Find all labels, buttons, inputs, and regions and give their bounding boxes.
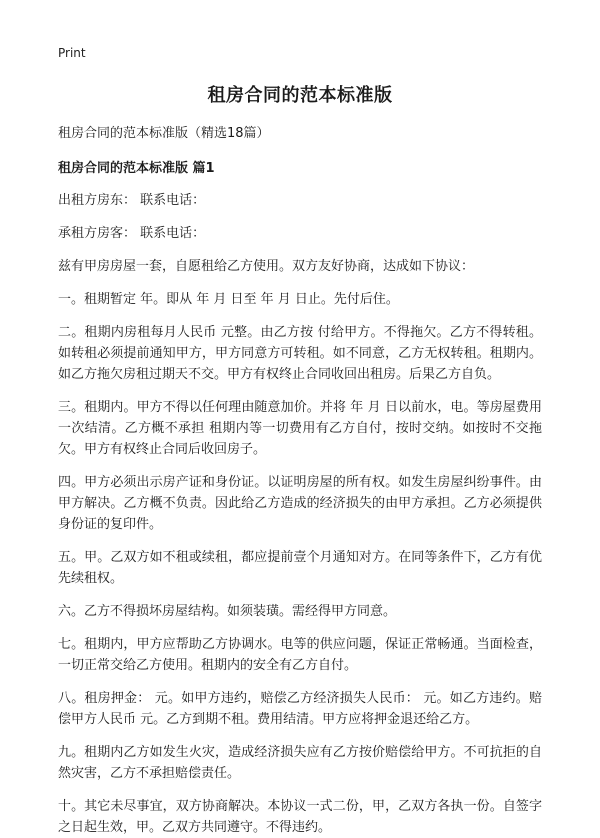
- paragraph-intro: 兹有甲房房屋一套，自愿租给乙方使用。双方友好协商，达成如下协议：: [58, 259, 475, 274]
- clause-4: 四。甲方必须出示房产证和身份证。以证明房屋的所有权。如发生房屋纠纷事件。由甲方解决。乙方概不负责。因此给乙方造成的经济损失的由甲方承担。乙方必须提供身份证的复印件。: [58, 475, 542, 532]
- clause-6: 六。乙方不得损坏房屋结构。如须装璜。需经得甲方同意。: [58, 604, 397, 619]
- clause-3: 三。租期内。甲方不得以任何理由随意加价。并将 年 月 日以前水，电。等房屋费用一次结清。乙方概不承担 租期内等一切费用有乙方自付，按时交纳。如按时不交拖欠。甲方有权终止合同后收回房子。: [58, 400, 542, 457]
- page-title: 租房合同的范本标准版: [207, 85, 393, 106]
- clause-2: 二。租期内房租每月人民币 元整。由乙方按 付给甲方。不得拖欠。乙方不得转租。如转租必须提前通知甲方，甲方同意方可转租。如不同意，乙方无权转租。租期内。如乙方拖欠房租过期天不交。甲方有权终止合同收回出租房。后果乙方自负。: [58, 325, 542, 382]
- clause-10: 十。其它未尽事宜，双方协商解决。本协议一式二份，甲，乙双方各执一份。自签字之日起生效，甲。乙双方共同遵守。不得违约。: [58, 799, 542, 835]
- clause-7: 七。租期内，甲方应帮助乙方协调水。电等的供应问题，保证正常畅通。当面检查，一切正常交给乙方使用。租期内的安全有乙方自付。: [58, 637, 542, 673]
- paragraph-lessor: 出租方房东： 联系电话：: [58, 193, 206, 208]
- clause-1: 一。租期暂定 年。即从 年 月 日至 年 月 日止。先付后住。: [58, 292, 399, 307]
- clause-8: 八。租房押金： 元。如甲方违约，赔偿乙方经济损失人民币： 元。如乙方违约。赔偿甲方人民币 元。乙方到期不租。费用结清。甲方应将押金退还给乙方。: [58, 691, 542, 727]
- clause-9: 九。租期内乙方如发生火灾，造成经济损失应有乙方按价赔偿给甲方。不可抗拒的自然灾害，乙方不承担赔偿责任。: [58, 745, 542, 781]
- document-subtitle: 租房合同的范本标准版（精选18篇）: [58, 126, 270, 141]
- clause-5: 五。甲。乙双方如不租或续租，都应提前壹个月通知对方。在同等条件下，乙方有优先续租权。: [58, 550, 542, 586]
- paragraph-lessee: 承租方房客： 联系电话：: [58, 226, 206, 241]
- print-link[interactable]: Print: [58, 46, 86, 60]
- section-heading: 租房合同的范本标准版 篇1: [58, 161, 215, 176]
